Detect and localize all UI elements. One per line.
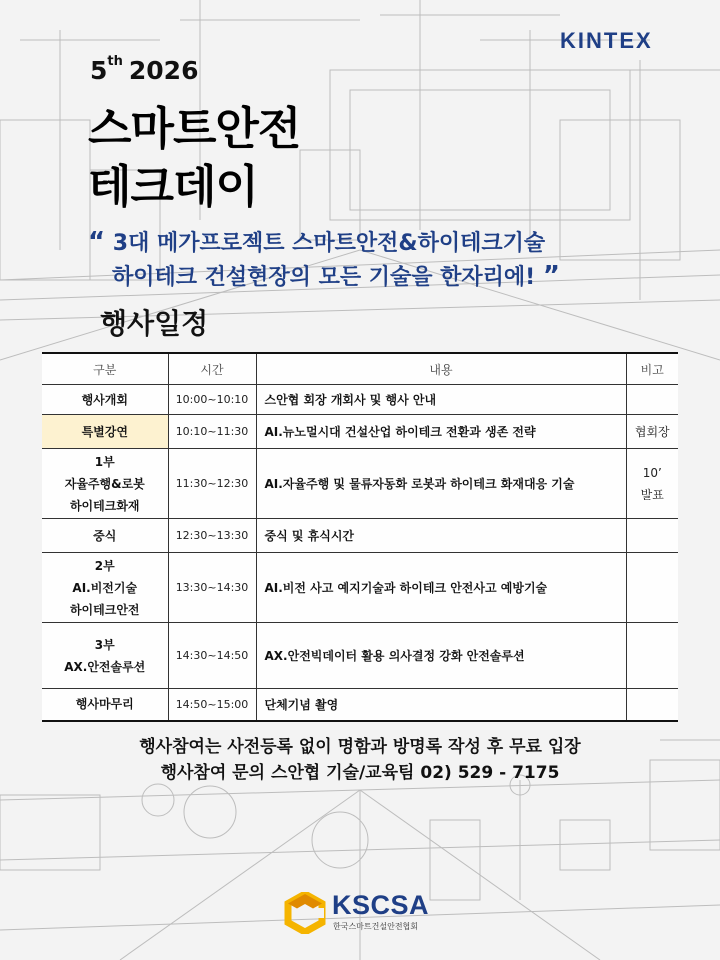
kscsa-logo-subtitle: 한국스마트건설안전협회: [333, 922, 419, 931]
row-time: 11:30~12:30: [168, 449, 256, 519]
segment-line: 1부: [94, 454, 115, 469]
note-line: 10’: [642, 465, 662, 480]
event-edition: [90, 56, 198, 85]
row-segment: [42, 689, 168, 721]
tagline-line1: 3대 메가프로젝트 스마트안전&하이테크기술: [112, 231, 546, 256]
event-title-line1: 스마트안전: [88, 102, 301, 155]
segment-line: 2부: [94, 558, 115, 573]
schedule-row: [42, 519, 678, 553]
schedule-header-row: [42, 353, 678, 385]
row-time: 14:50~15:00: [168, 689, 256, 721]
row-segment: [42, 449, 168, 519]
row-content: AX.안전빅데이터 활용 의사결정 강화 안전솔루션: [256, 623, 626, 689]
quote-close: ”: [542, 261, 560, 291]
row-segment: [42, 415, 168, 449]
row-note: [626, 689, 678, 721]
row-note: [626, 519, 678, 553]
column-header-note: 비고: [626, 353, 678, 385]
row-content: 스안협 회장 개회사 및 행사 안내: [256, 385, 626, 415]
row-note: [626, 449, 678, 519]
event-title-line2: 테크데이: [88, 160, 258, 213]
schedule-heading: 행사일정: [100, 307, 209, 340]
row-content: AI.뉴노멀시대 건설산업 하이테크 전환과 생존 전략: [256, 415, 626, 449]
segment-line: 자율주행&로봇: [64, 476, 145, 491]
event-tagline: [88, 226, 648, 294]
row-time: 14:30~14:50: [168, 623, 256, 689]
kscsa-hexagon-mark-icon: [284, 892, 326, 934]
segment-line: 하이테크화재: [69, 498, 140, 513]
row-note: [626, 553, 678, 623]
segment-line: AX.안전솔루션: [64, 659, 146, 674]
row-content: AI.비전 사고 예지기술과 하이테크 안전사고 예방기술: [256, 553, 626, 623]
column-header-segment: 구분: [42, 353, 168, 385]
note-line: 협회장: [634, 424, 670, 439]
segment-line: 3부: [94, 637, 115, 652]
row-note: [626, 415, 678, 449]
row-content: AI.자율주행 및 물류자동화 로봇과 하이테크 화재대응 기술: [256, 449, 626, 519]
row-segment: [42, 385, 168, 415]
segment-line: 특별강연: [81, 424, 128, 439]
schedule-table: [42, 352, 678, 722]
schedule-row: [42, 553, 678, 623]
segment-line: 행사개회: [81, 392, 128, 407]
kintex-logo: KINTEX: [560, 28, 653, 53]
edition-number: 5: [90, 56, 108, 85]
tagline-line2: 하이테크 건설현장의 모든 기술을 한자리에!: [112, 265, 536, 290]
column-header-content: 내용: [256, 353, 626, 385]
segment-line: 중식: [93, 528, 117, 543]
kscsa-logo: [284, 890, 444, 938]
segment-line: 하이테크안전: [69, 602, 140, 617]
segment-line: AI.비전기술: [72, 580, 138, 595]
row-time: 13:30~14:30: [168, 553, 256, 623]
column-header-time: 시간: [168, 353, 256, 385]
row-segment: [42, 623, 168, 689]
row-time: 10:00~10:10: [168, 385, 256, 415]
schedule-row: [42, 415, 678, 449]
row-content: 단체기념 촬영: [256, 689, 626, 721]
row-time: 10:10~11:30: [168, 415, 256, 449]
schedule-row: [42, 385, 678, 415]
admission-notice: 행사참여는 사전등록 없이 명함과 방명록 작성 후 무료 입장: [139, 737, 581, 757]
row-note: [626, 623, 678, 689]
row-content: 중식 및 휴식시간: [256, 519, 626, 553]
edition-suffix: th: [107, 54, 123, 69]
event-year: 2026: [128, 56, 199, 85]
schedule-row: [42, 689, 678, 721]
row-time: 12:30~13:30: [168, 519, 256, 553]
quote-open: “: [88, 227, 106, 257]
row-note: [626, 385, 678, 415]
note-line: 발표: [640, 487, 664, 502]
contact-info: 행사참여 문의 스안협 기술/교육팀 02) 529 - 7175: [160, 763, 560, 783]
row-segment: [42, 553, 168, 623]
segment-line: 행사마무리: [75, 697, 134, 712]
row-segment: [42, 519, 168, 553]
schedule-row: [42, 623, 678, 689]
schedule-row: [42, 449, 678, 519]
kscsa-logo-text: KSCSA: [332, 890, 430, 920]
